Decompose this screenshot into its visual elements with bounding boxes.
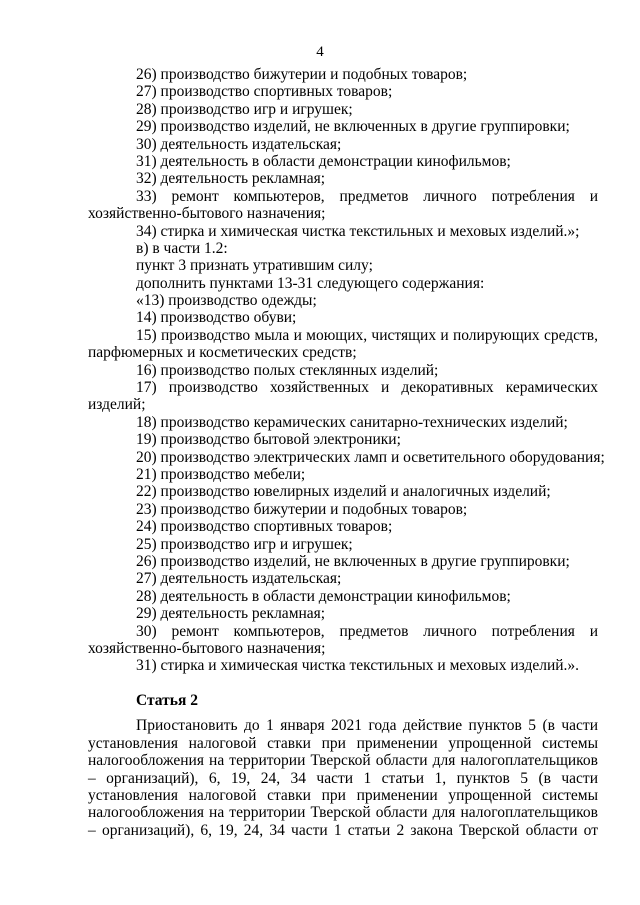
text-line: 28) деятельность в области демонстрации кинофильмов; <box>136 587 511 605</box>
text-line: 20) производство электрических ламп и осветительного оборудования; <box>136 448 605 466</box>
text-line: 14) производство обуви; <box>136 309 297 327</box>
article-2-section <box>88 692 598 839</box>
text-line: 26) производство бижутерии и подобных товаров; <box>136 66 468 83</box>
text-line: 28) производство игр и игрушек; <box>136 100 353 118</box>
paragraph-line: налогообложения на территории Тверской области для налогоплательщиков <box>88 752 598 770</box>
text-line: изделий; <box>88 396 146 414</box>
paragraph-line: – организаций), 6, 19, 24, 34 части 1 статьи 2 закона Тверской области от <box>88 821 598 839</box>
text-line: 17) производство хозяйственных и декоративных керамических <box>136 379 598 397</box>
text-line: 27) деятельность издательская; <box>136 570 342 588</box>
paragraph-line: налогообложения на территории Тверской области для налогоплательщиков <box>88 804 598 822</box>
text-line: «13) производство одежды; <box>136 292 317 310</box>
text-line: 22) производство ювелирных изделий и аналогичных изделий; <box>136 483 551 501</box>
page-number: 4 <box>316 44 324 60</box>
text-line: 24) производство спортивных товаров; <box>136 518 393 536</box>
text-line: 30) деятельность издательская; <box>136 135 342 153</box>
text-line: хозяйственно-бытового назначения; <box>88 205 326 223</box>
paragraph-line: установления налоговой ставки при применении упрощенной системы <box>88 734 598 752</box>
text-line: 34) стирка и химическая чистка текстильных и меховых изделий.»; <box>136 222 580 240</box>
text-line: 27) производство спортивных товаров; <box>136 83 393 101</box>
paragraph-line: установления налоговой ставки при применении упрощенной системы <box>88 786 598 804</box>
text-line: парфюмерных и косметических средств; <box>88 344 357 362</box>
text-line: 25) производство игр и игрушек; <box>136 535 353 553</box>
text-line: 26) производство изделий, не включенных в другие группировки; <box>136 552 570 570</box>
text-line: пункт 3 признать утратившим силу; <box>136 257 373 275</box>
text-line: 31) стирка и химическая чистка текстильных и меховых изделий.». <box>136 657 580 675</box>
text-line: 15) производство мыла и моющих, чистящих и полирующих средств, <box>136 326 598 344</box>
paragraph-line: Приостановить до 1 января 2021 года действие пунктов 5 (в части <box>136 717 598 735</box>
amendment-list <box>88 66 605 675</box>
article-2-paragraph <box>88 717 598 839</box>
text-line: в) в части 1.2: <box>136 239 228 257</box>
text-line: 16) производство полых стеклянных изделий; <box>136 361 439 379</box>
text-line: 31) деятельность в области демонстрации кинофильмов; <box>136 152 511 170</box>
article-heading: Статья 2 <box>136 692 198 709</box>
text-line: хозяйственно-бытового назначения; <box>88 639 326 657</box>
text-line: 18) производство керамических санитарно-технических изделий; <box>136 413 568 431</box>
text-line: дополнить пунктами 13-31 следующего содержания: <box>136 274 485 292</box>
text-line: 29) производство изделий, не включенных в другие группировки; <box>136 118 570 136</box>
text-line: 32) деятельность рекламная; <box>136 170 326 188</box>
text-line: 19) производство бытовой электроники; <box>136 431 401 449</box>
paragraph-line: – организаций), 6, 19, 24, 34 части 1 статьи 1, пунктов 5 (в части <box>88 769 598 787</box>
text-line: 23) производство бижутерии и подобных товаров; <box>136 500 468 518</box>
text-line: 33) ремонт компьютеров, предметов личного потребления и <box>136 187 598 205</box>
text-line: 29) деятельность рекламная; <box>136 605 326 623</box>
text-line: 21) производство мебели; <box>136 465 306 483</box>
text-line: 30) ремонт компьютеров, предметов личного потребления и <box>136 622 598 640</box>
